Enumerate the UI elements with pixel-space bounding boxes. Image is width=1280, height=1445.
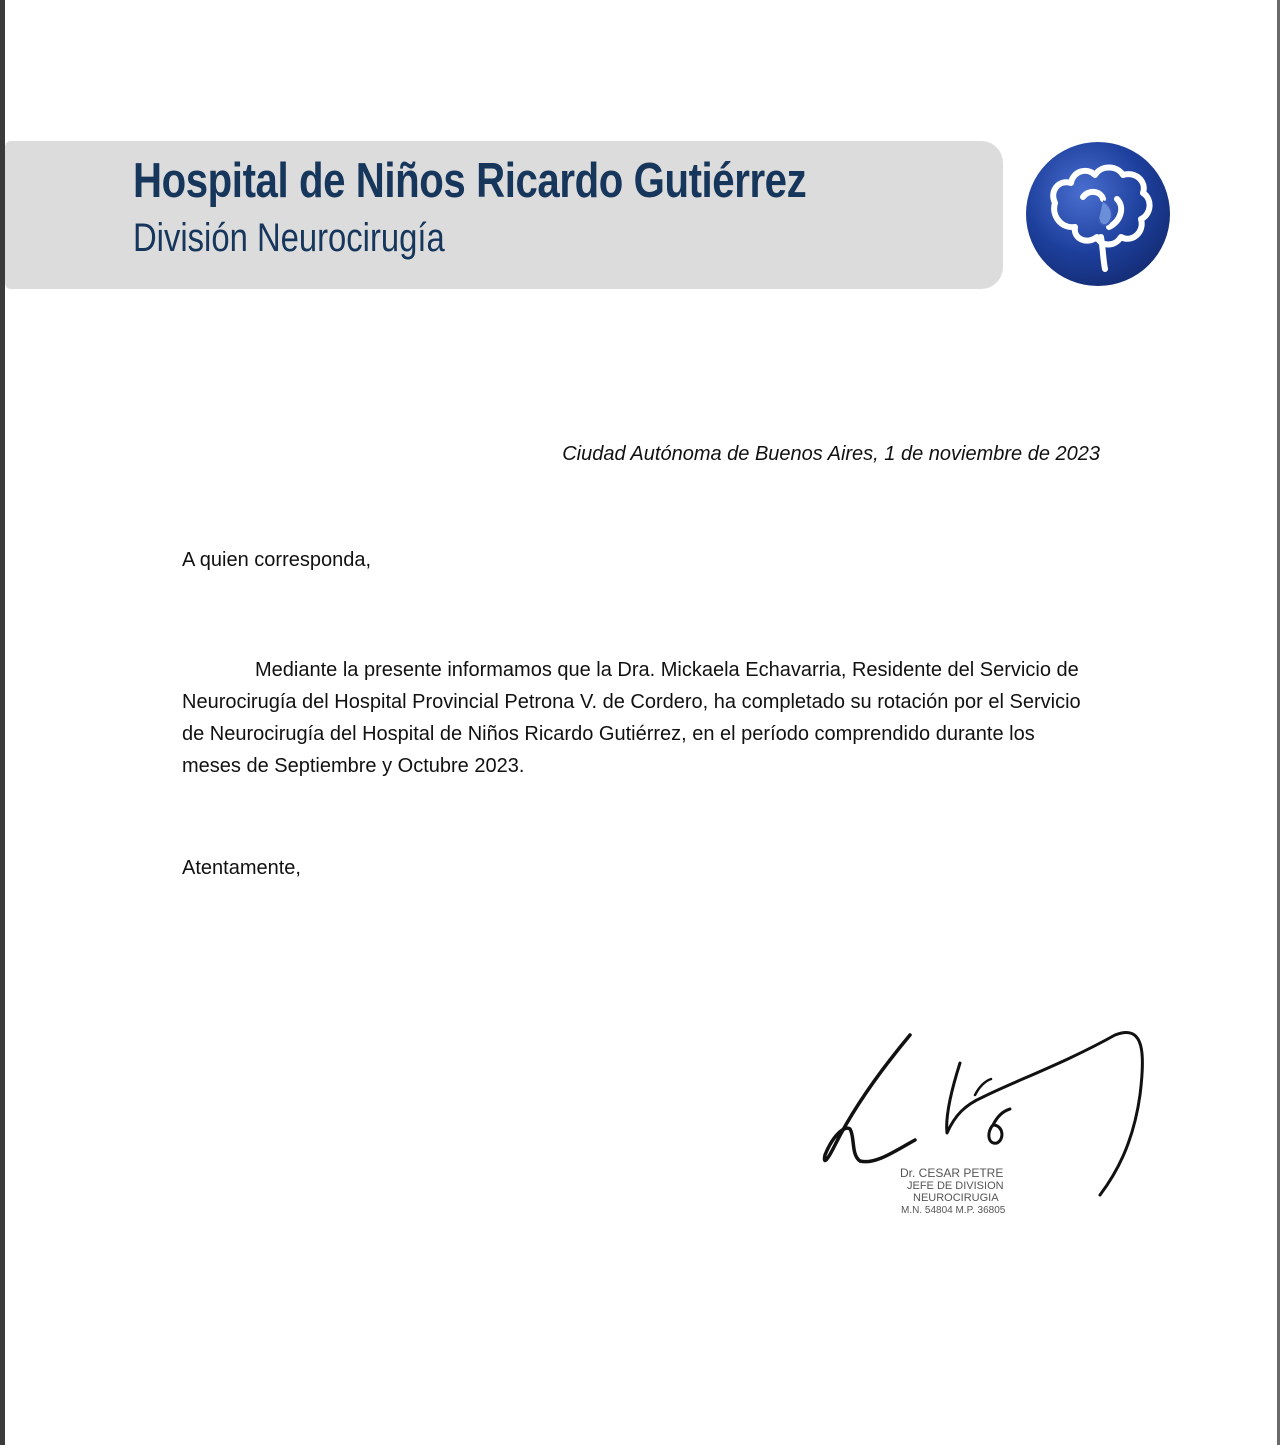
stamp-division: NEUROCIRUGIA [913,1192,999,1204]
stamp-title: JEFE DE DIVISION [907,1180,1004,1192]
body-paragraph: Mediante la presente informamos que la Dra. Mickaela Echavarria, Residente del Servicio de Neurocirugía del Hospital Provincial Petrona V. de Cordero, ha completado su rotación por el Servicio de Neurocirugía del Hospital de Niños Ricardo Gutiérrez, en el período comprendido durante los meses de Septiembre y Octubre 2023. [182,659,1081,777]
signature-image [815,1025,1155,1230]
salutation: A quien corresponda, [182,549,372,571]
closing: Atentamente, [182,857,301,879]
stamp-license: M.N. 54804 M.P. 36805 [901,1205,1006,1216]
hospital-title: Hospital de Niños Ricardo Gutiérrez [133,154,807,208]
brain-icon [1025,141,1171,287]
stamp-name: Dr. CESAR PETRE [900,1166,1004,1180]
division-title: División Neurocirugía [133,216,445,260]
place-date: Ciudad Autónoma de Buenos Aires, 1 de noviembre de 2023 [562,443,1100,465]
